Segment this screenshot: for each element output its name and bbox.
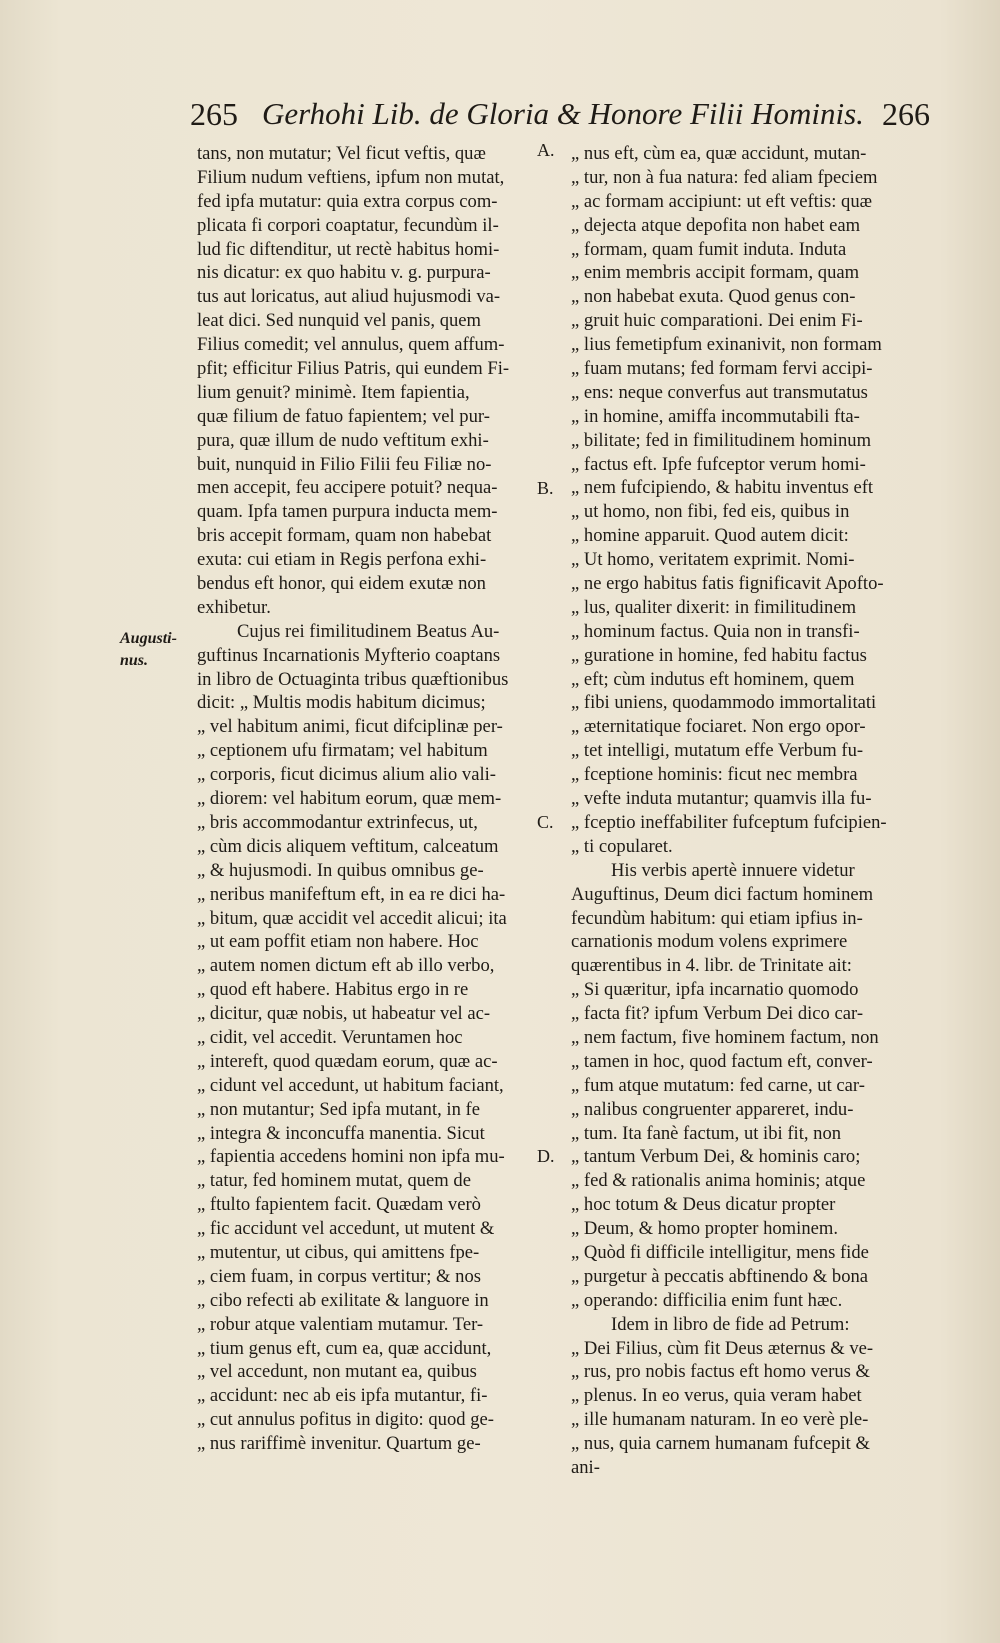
text-line: „ fceptio ineffabiliter fufceptum fufcipien- bbox=[571, 811, 887, 833]
text-line: lud fic diftenditur, ut rectè habitus homi- bbox=[197, 238, 500, 260]
text-line: bris accepit formam, quam non habebat bbox=[197, 525, 492, 547]
text-line: „ rus, pro nobis factus eft homo verus & bbox=[571, 1361, 870, 1383]
text-line: „ Quòd fi difficile intelligitur, mens fide bbox=[571, 1241, 869, 1263]
text-line: quærentibus in 4. libr. de Trinitate ait: bbox=[571, 955, 852, 977]
text-line: fecundùm habitum: qui etiam ipfius in- bbox=[571, 907, 863, 929]
text-line: „ non habebat exuta. Quod genus con- bbox=[571, 286, 856, 308]
text-line: „ cut annulus pofitus in digito: quod ge- bbox=[197, 1409, 494, 1431]
text-line: „ plenus. In eo verus, quia veram habet bbox=[571, 1385, 862, 1407]
text-line: carnationis modum volens exprimere bbox=[571, 931, 848, 953]
text-line: His verbis apertè innuere videtur bbox=[611, 859, 855, 881]
text-line: „ lius femetipfum exinanivit, non formam bbox=[571, 334, 882, 356]
running-title: Gerhohi Lib. de Gloria & Honore Filii Hominis. bbox=[262, 96, 864, 131]
text-line: „ tatur, fed hominem mutat, quem de bbox=[197, 1170, 471, 1192]
text-line: „ fed & rationalis anima hominis; atque bbox=[571, 1170, 866, 1192]
text-line: quæ filium de fatuo fapientem; vel pur- bbox=[197, 405, 490, 427]
text-line: „ bitum, quæ accidit vel accedit alicui; ita bbox=[197, 907, 507, 929]
text-line: „ tet intelligi, mutatum effe Verbum fu- bbox=[571, 740, 864, 762]
text-line: exhibetur. bbox=[197, 596, 271, 618]
text-line: „ robur atque valentiam mutamur. Ter- bbox=[197, 1313, 484, 1335]
text-line: lium genuit? minimè. Item fapientia, bbox=[197, 381, 470, 403]
text-line: „ lus, qualiter dixerit: in fimilitudinem bbox=[571, 596, 857, 618]
text-line: „ fibi uniens, quodammodo immortalitati bbox=[571, 692, 877, 714]
text-line: „ non mutantur; Sed ipfa mutant, in fe bbox=[197, 1098, 480, 1120]
page-number-right: 266 bbox=[882, 96, 930, 132]
text-line: „ guratione in homine, fed habitu factus bbox=[571, 644, 867, 666]
text-line: „ nus eft, cùm ea, quæ accidunt, mutan- bbox=[571, 143, 867, 164]
text-line: Auguftinus, Deum dici factum hominem bbox=[571, 883, 874, 905]
text-line: tus aut loricatus, aut aliud hujusmodi va- bbox=[197, 286, 501, 308]
text-line: „ neribus manifeftum eft, in ea re dici ha- bbox=[197, 883, 506, 905]
text-line: „ dejecta atque depofita non habet eam bbox=[571, 214, 861, 236]
margin-note-line: nus. bbox=[120, 652, 149, 669]
text-line: „ hoc totum & Deus dicatur propter bbox=[571, 1194, 836, 1216]
text-line: „ ens: neque converfus aut transmutatus bbox=[571, 381, 868, 403]
page-number-left: 265 bbox=[190, 96, 238, 132]
text-line: buit, nunquid in Filio Filii feu Filiæ no- bbox=[197, 453, 492, 475]
text-line: „ cidit, vel accedit. Veruntamen hoc bbox=[197, 1026, 463, 1048]
text-line: Filius comedit; vel annulus, quem affum- bbox=[197, 334, 505, 356]
text-line: Cujus rei fimilitudinem Beatus Au- bbox=[237, 620, 500, 642]
text-line: quam. Ipfa tamen purpura inducta mem- bbox=[197, 501, 498, 523]
text-line: leat dici. Sed nunquid vel panis, quem bbox=[197, 310, 482, 332]
text-line: „ Ut homo, veritatem exprimit. Nomi- bbox=[571, 549, 855, 571]
text-line: „ ut eam poffit etiam non habere. Hoc bbox=[197, 931, 479, 953]
text-line: „ fapientia accedens homini non ipfa mu- bbox=[197, 1146, 505, 1168]
text-line: „ ne ergo habitus fatis fignificavit Apofto- bbox=[571, 573, 884, 595]
text-line: „ Si quæritur, ipfa incarnatio quomodo bbox=[571, 979, 859, 1001]
text-line: „ æternitatique fociaret. Non ergo opor- bbox=[571, 716, 866, 738]
text-line: nis dicatur: ex quo habitu v. g. purpura- bbox=[197, 262, 491, 284]
text-line: ani- bbox=[571, 1456, 600, 1478]
section-letter-d: D. bbox=[537, 1146, 555, 1166]
text-line: „ intereft, quod quædam eorum, quæ ac- bbox=[197, 1050, 498, 1072]
text-line: guftinus Incarnationis Myfterio coaptans bbox=[197, 644, 501, 666]
text-line: „ hominum factus. Quia non in transfi- bbox=[571, 620, 860, 642]
text-line: „ homine apparuit. Quod autem dicit: bbox=[571, 525, 849, 547]
text-line: „ vel habitum animi, ficut difciplinæ per- bbox=[197, 716, 503, 738]
text-line: „ cibo refecti ab exilitate & languore in bbox=[197, 1289, 489, 1311]
right-text-column bbox=[571, 142, 928, 1480]
text-line: „ purgetur à peccatis abftinendo & bona bbox=[571, 1265, 869, 1287]
text-line: „ facta fit? ipfum Verbum Dei dico car- bbox=[571, 1003, 864, 1025]
text-line: pfit; efficitur Filius Patris, qui eundem Fi- bbox=[197, 358, 510, 380]
text-line: „ integra & inconcuffa manentia. Sicut bbox=[197, 1122, 485, 1144]
text-line: „ ut homo, non fibi, fed eis, quibus in bbox=[571, 501, 850, 523]
text-line: „ bris accommodantur extrinfecus, ut, bbox=[197, 811, 478, 833]
text-line: fed ipfa mutatur: quia extra corpus com- bbox=[197, 190, 498, 212]
text-line: exuta: cui etiam in Regis perfona exhi- bbox=[197, 549, 487, 571]
text-line: „ cùm dicis aliquem veftitum, calceatum bbox=[197, 835, 499, 857]
text-line: „ Deum, & homo propter hominem. bbox=[571, 1218, 838, 1240]
text-line: „ ceptionem ufu firmatam; vel habitum bbox=[197, 740, 488, 762]
text-line: „ ti copularet. bbox=[571, 835, 673, 857]
text-line: „ nem fufcipiendo, & habitu inventus eft bbox=[571, 477, 874, 499]
text-line: dicit: „ Multis modis habitum dicimus; bbox=[197, 692, 486, 714]
text-line: tans, non mutatur; Vel ficut veftis, quæ bbox=[197, 143, 486, 164]
margin-note-line: Augusti- bbox=[120, 630, 177, 647]
text-line: „ tum. Ita fanè factum, ut ibi fit, non bbox=[571, 1122, 842, 1144]
section-letter-c: C. bbox=[537, 812, 554, 832]
text-line: „ tium genus eft, cum ea, quæ accidunt, bbox=[197, 1337, 492, 1359]
text-line: „ eft; cùm indutus eft hominem, quem bbox=[571, 668, 855, 690]
text-line: Idem in libro de fide ad Petrum: bbox=[611, 1313, 850, 1335]
text-line: „ tur, non à fua natura: fed aliam fpeciem bbox=[571, 166, 878, 188]
section-letter-b: B. bbox=[537, 478, 554, 498]
text-line: „ bilitate; fed in fimilitudinem hominum bbox=[571, 429, 872, 451]
text-line: „ nus, quia carnem humanam fufcepit & bbox=[571, 1433, 870, 1455]
text-line: „ fceptione hominis: ficut nec membra bbox=[571, 764, 858, 786]
text-line: „ nem factum, five hominem factum, non bbox=[571, 1026, 879, 1048]
text-line: „ in homine, amiffa incommutabili fta- bbox=[571, 405, 860, 427]
text-line: in libro de Octuaginta tribus quæftionibus bbox=[197, 668, 509, 690]
text-line: „ accidunt: nec ab eis ipfa mutantur, fi- bbox=[197, 1385, 488, 1407]
text-line: „ vel accedunt, non mutant ea, quibus bbox=[197, 1361, 477, 1383]
text-line: „ factus eft. Ipfe fufceptor verum homi- bbox=[571, 453, 866, 475]
text-line: „ cidunt vel accedunt, ut habitum faciant, bbox=[197, 1074, 504, 1096]
running-header bbox=[190, 94, 930, 140]
text-line: „ quod eft habere. Habitus ergo in re bbox=[197, 979, 469, 1001]
left-text-column bbox=[197, 142, 554, 1456]
text-line: plicata fi corpori coaptatur, fecundùm il- bbox=[197, 214, 499, 236]
section-letter-a: A. bbox=[537, 140, 555, 160]
text-line: men accepit, feu accipere potuit? nequa- bbox=[197, 477, 498, 499]
text-line: „ Dei Filius, cùm fit Deus æternus & ve- bbox=[571, 1337, 874, 1359]
text-line: „ & hujusmodi. In quibus omnibus ge- bbox=[197, 859, 484, 881]
text-line: „ autem nomen dictum eft ab illo verbo, bbox=[197, 955, 495, 977]
text-line: „ tantum Verbum Dei, & hominis caro; bbox=[571, 1146, 861, 1168]
text-line: „ fic accidunt vel accedunt, ut mutent & bbox=[197, 1218, 495, 1240]
text-line: „ mutentur, ut cibus, qui amittens fpe- bbox=[197, 1241, 480, 1263]
text-line: „ tamen in hoc, quod factum eft, conver- bbox=[571, 1050, 873, 1072]
text-line: „ gruit huic comparationi. Dei enim Fi- bbox=[571, 310, 863, 332]
text-line: Filium nudum veftiens, ipfum non mutat, bbox=[197, 166, 505, 188]
text-line: „ fum atque mutatum: fed carne, ut car- bbox=[571, 1074, 865, 1096]
text-line: „ ciem fuam, in corpus vertitur; & nos bbox=[197, 1265, 481, 1287]
margin-note bbox=[120, 628, 184, 672]
text-line: „ nus rariffimè invenitur. Quartum ge- bbox=[197, 1433, 481, 1455]
text-line: „ ac formam accipiunt: ut eft veftis: quæ bbox=[571, 190, 873, 212]
text-line: „ nalibus congruenter appareret, indu- bbox=[571, 1098, 854, 1120]
text-line: „ vefte induta mutantur; quamvis illa fu- bbox=[571, 788, 872, 810]
text-line: „ ftulto fapientem facit. Quædam verò bbox=[197, 1194, 481, 1216]
text-line: „ dicitur, quæ nobis, ut habeatur vel ac- bbox=[197, 1003, 491, 1025]
text-line: „ enim membris accipit formam, quam bbox=[571, 262, 860, 284]
text-line: „ formam, quam fumit induta. Induta bbox=[571, 238, 847, 260]
text-line: „ fuam mutans; fed formam fervi accipi- bbox=[571, 358, 873, 380]
text-line: „ corporis, ficut dicimus alium alio vali- bbox=[197, 764, 496, 786]
text-line: bendus eft honor, qui eidem exutæ non bbox=[197, 573, 486, 595]
text-line: „ diorem: vel habitum eorum, quæ mem- bbox=[197, 788, 502, 810]
text-line: pura, quæ illum de nudo veftitum exhi- bbox=[197, 429, 489, 451]
text-line: „ ille humanam naturam. In eo verè ple- bbox=[571, 1409, 869, 1431]
text-line: „ operando: difficilia enim funt hæc. bbox=[571, 1289, 843, 1311]
